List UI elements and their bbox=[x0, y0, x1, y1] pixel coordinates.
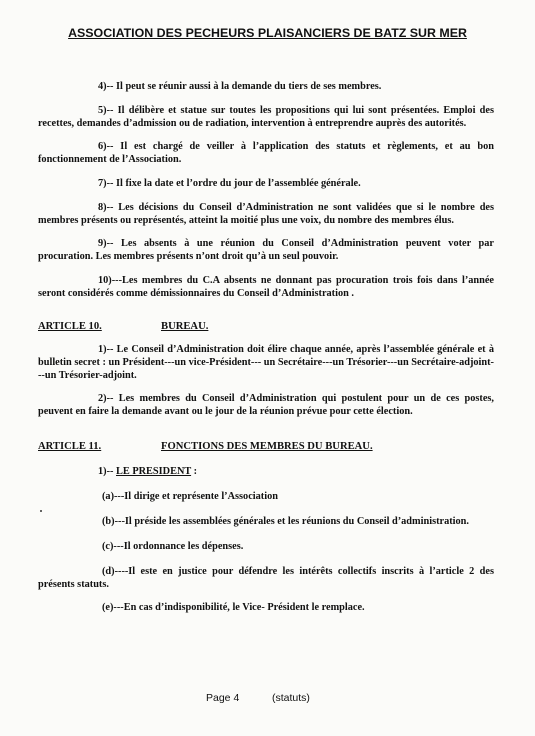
president-duty-e: (e)---En cas d’indisponibilité, le Vice- Président le remplace. bbox=[102, 602, 365, 613]
paragraph-9: 9)-- Les absents à une réunion du Conseil d’Administration peuvent voter par procuration. Les membres présents n’ont droit qu’à un seul pouvoir. bbox=[38, 238, 494, 263]
article-title: BUREAU. bbox=[161, 321, 209, 332]
page-title: ASSOCIATION DES PECHEURS PLAISANCIERS DE BATZ SUR MER bbox=[68, 26, 467, 40]
paragraph-10: 10)---Les membres du C.A absents ne donnant pas procuration trois fois dans l’année seront considérés comme démissionnaires du Conseil d’Administration . bbox=[38, 275, 494, 300]
footer-note: (statuts) bbox=[272, 692, 310, 704]
paragraph-5: 5)-- Il délibère et statue sur toutes les propositions qui lui sont présentées. Emploi des recettes, demandes d’admission ou de radiation, intervention à entreprendre auprès des autorités. bbox=[38, 105, 494, 130]
article-10-paragraph-2: 2)-- Les membres du Conseil d’Administration qui postulent pour un de ces postes, peuvent en faire la demande avant ou le jour de la réunion prévue pour cette élection. bbox=[38, 393, 494, 418]
paragraph-4: 4)-- Il peut se réunir aussi à la demande du tiers de ses membres. bbox=[98, 81, 382, 92]
article-11-subheading: 1)-- LE PRESIDENT : bbox=[98, 466, 198, 477]
paragraph-6: 6)-- Il est chargé de veiller à l’application des statuts et règlements, et au bon fonctionnement de l’Association. bbox=[38, 141, 494, 166]
article-number: ARTICLE 10. bbox=[38, 321, 102, 332]
article-title: FONCTIONS DES MEMBRES DU BUREAU. bbox=[161, 441, 373, 452]
paragraph-8: 8)-- Les décisions du Conseil d’Administration ne sont validées que si le nombre des membres présents ou représentés, atteint la moitié plus une voix, du nombre des membres élus. bbox=[38, 202, 494, 227]
paragraph-7: 7)-- Il fixe la date et l’ordre du jour de l’assemblée générale. bbox=[98, 178, 361, 189]
president-duty-d: (d)----Il este en justice pour défendre les intérêts collectifs inscrits à l’article 2 des présents statuts. bbox=[38, 566, 494, 591]
president-duty-c: (c)---Il ordonnance les dépenses. bbox=[102, 541, 244, 552]
stray-mark bbox=[40, 510, 42, 512]
president-duty-b: (b)---Il préside les assemblées générales et les réunions du Conseil d’administration. bbox=[102, 516, 469, 527]
page-number: Page 4 bbox=[206, 692, 240, 704]
article-number: ARTICLE 11. bbox=[38, 441, 102, 452]
article-10-paragraph-1: 1)-- Le Conseil d’Administration doit élire chaque année, après l’assemblée générale et à bulletin secret : un Président---un vice-Président--- un Secrétaire---un Trésorier---un Secrétaire-adjoint---un Trésorier-adjoint. bbox=[38, 344, 494, 382]
president-duty-a: (a)---Il dirige et représente l’Association bbox=[102, 491, 278, 502]
